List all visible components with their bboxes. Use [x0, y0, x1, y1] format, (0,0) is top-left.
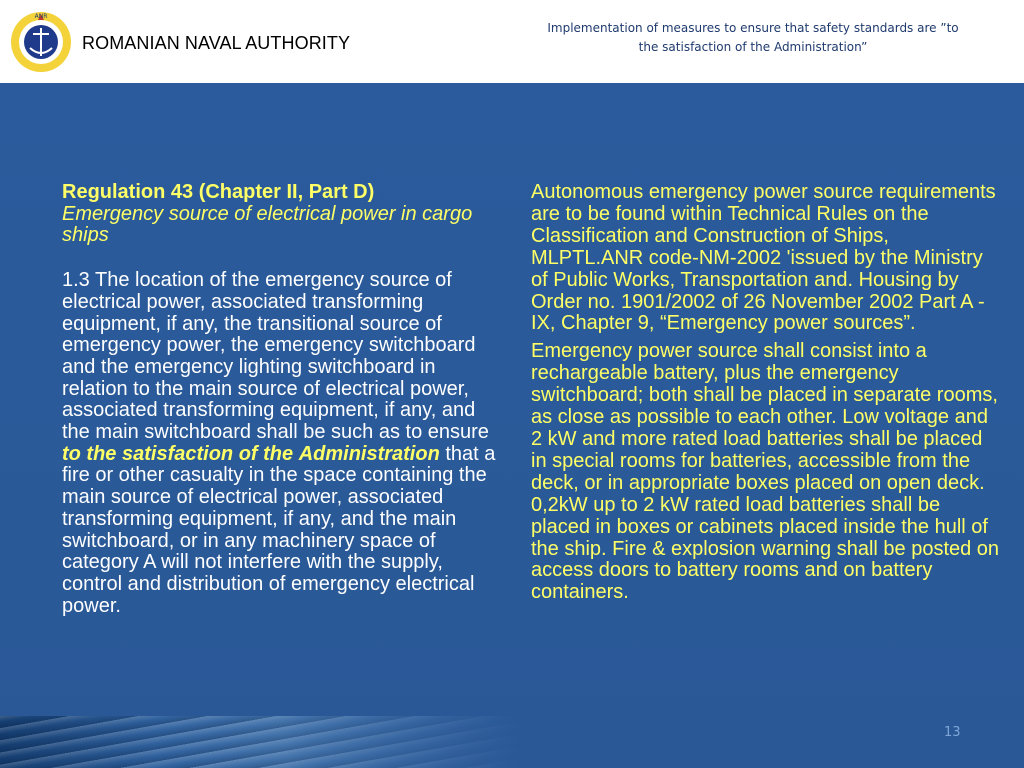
requirements-paragraph-1: Autonomous emergency power source requirements are to be found within Technical Rules on the Classification and Construction of Ships, MLPTL.ANR code-NM-2002 'issued by the Ministry of Public Works, Transportation and. Housing by Order no. 1901/2002 of 26 November 2002 Part A - IX, Chapter 9, “Emergency power sources”.: [531, 181, 996, 335]
page-number: 13: [944, 725, 961, 740]
regulation-column: [62, 182, 502, 617]
subtitle-line-2: the satisfaction of the Administration”: [638, 40, 868, 54]
subtitle-line-1: Implementation of measures to ensure that safety standards are ”to: [547, 21, 959, 35]
anr-logo: [8, 6, 74, 76]
requirements-column: [531, 182, 1001, 604]
regulation-subtitle: Emergency source of electrical power in cargo ships: [62, 202, 473, 247]
requirements-paragraph-2: Emergency power source shall consist into a rechargeable battery, plus the emergency switchboard; both shall be placed in separate rooms, as close as possible to each other. Low voltage and 2 kW and more rated load batteries shall be placed in special rooms for batteries, accessible from the deck, or in appropriate boxes placed on open deck. 0,2kW up to 2 kW rated load batteries shall be placed in boxes or cabinets placed inside the hull of the ship. Fire & explosion warning shall be posted on access doors to battery rooms and on battery containers.: [531, 340, 1000, 604]
organization-name: ROMANIAN NAVAL AUTHORITY: [82, 33, 351, 53]
body-highlight-1: to the satisfaction of the: [62, 442, 294, 465]
body-text-after: that a fire or other casualty in the space containing the main source of electrical power, associated transforming equipment, if any, and the main switchboard, or in any machinery space of category A will not interfere with the supply, control and distribution of emergency electrical power.: [62, 442, 496, 617]
body-highlight-2: Administration: [298, 442, 440, 465]
slide-subtitle: [520, 19, 986, 57]
regulation-body: [62, 270, 502, 617]
regulation-title: Regulation 43 (Chapter II, Part D): [62, 181, 375, 203]
sea-wave-decoration: [0, 716, 520, 768]
body-text-before: 1.3 The location of the emergency source of electrical power, associated transforming equipment, if any, the transitional source of emergency power, the emergency switchboard and the emergency lighting switchboard in relation to the main source of electrical power, associated transforming equipment, if any, and the main switchboard shall be such as to ensure: [62, 269, 489, 444]
logo-text: ANR: [34, 13, 48, 20]
slide-header: [0, 0, 1024, 83]
